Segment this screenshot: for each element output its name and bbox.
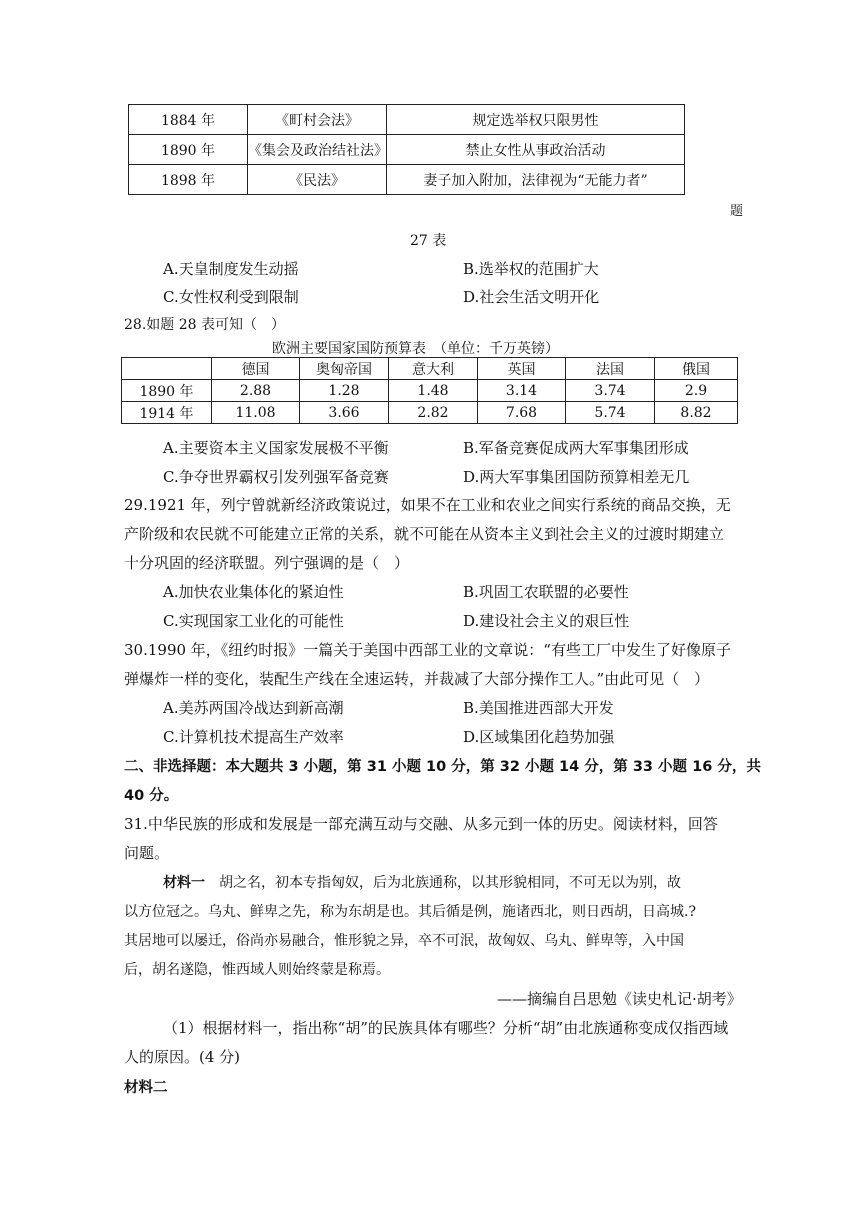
table-header-row bbox=[122, 358, 738, 380]
table-header-cell: 德国 bbox=[212, 358, 300, 380]
material-2-label: 材料二 bbox=[124, 1080, 168, 1096]
material-1-line-4: 后，胡名遂隐，惟西域人则始终蒙是称焉。 bbox=[124, 962, 390, 978]
table-27-caption: 27 表 bbox=[410, 233, 447, 249]
table-cell: 2.88 bbox=[212, 380, 300, 402]
table-cell: 3.74 bbox=[566, 380, 655, 402]
q27-option-a: A.天皇制度发生动摇 bbox=[163, 260, 299, 278]
q27-option-c: C.女性权利受到限制 bbox=[163, 288, 299, 306]
table-cell: 1898 年 bbox=[129, 165, 248, 195]
table-cell: 《民法》 bbox=[248, 165, 387, 195]
table-27-caption-right: 题 bbox=[730, 204, 744, 219]
table-header-cell bbox=[122, 358, 212, 380]
table-cell: 1.28 bbox=[300, 380, 389, 402]
table-cell: 1890 年 bbox=[129, 135, 248, 165]
table-28 bbox=[121, 357, 738, 424]
table-header-cell: 奥匈帝国 bbox=[300, 358, 389, 380]
table-cell: 规定选举权只限男性 bbox=[387, 105, 685, 135]
table-row bbox=[129, 105, 685, 135]
table-cell: 8.82 bbox=[655, 402, 738, 424]
material-1-line-2: 以方位冠之。乌丸、鲜卑之先，称为东胡是也。其后循是例，施诸西北，则日西胡，日高城.? bbox=[124, 904, 696, 920]
q29-option-b: B.巩固工农联盟的必要性 bbox=[463, 583, 629, 601]
table-header-cell: 意大利 bbox=[389, 358, 478, 380]
q31-sub1-line-2: 人的原因。(4 分) bbox=[124, 1048, 241, 1066]
table-cell: 《町村会法》 bbox=[248, 105, 387, 135]
table-row bbox=[122, 402, 738, 424]
table-header-cell: 英国 bbox=[478, 358, 566, 380]
q31-sub1-line-1: （1）根据材料一，指出称“胡”的民族具体有哪些？分析“胡”由北族通称变成仅指西域 bbox=[163, 1019, 729, 1037]
material-1-line-1 bbox=[163, 872, 681, 892]
section-2-heading-line-1: 二、非选择题：本大题共 3 小题，第 31 小题 10 分，第 32 小题 14 分，第 33 小题 16 分，共 bbox=[124, 759, 761, 775]
table-header-cell: 法国 bbox=[566, 358, 655, 380]
table-cell: 1884 年 bbox=[129, 105, 248, 135]
q28-option-c: C.争夺世界霸权引发列强军备竞赛 bbox=[163, 468, 389, 486]
q30-option-b: B.美国推进西部大开发 bbox=[463, 699, 614, 717]
q28-option-d: D.两大军事集团国防预算相差无几 bbox=[463, 468, 690, 486]
q29-option-a: A.加快农业集体化的紧迫性 bbox=[163, 583, 344, 601]
table-cell: 1890 年 bbox=[122, 380, 212, 402]
q31-line-1: 31.中华民族的形成和发展是一部充满互动与交融、从多元到一体的历史。阅读材料，回答 bbox=[124, 815, 718, 833]
table-cell: 3.66 bbox=[300, 402, 389, 424]
q29-option-d: D.建设社会主义的艰巨性 bbox=[463, 612, 630, 630]
section-2-heading-line-2: 40 分。 bbox=[124, 788, 179, 804]
table-row bbox=[122, 380, 738, 402]
table-cell: 妻子加入附加，法律视为“无能力者” bbox=[387, 165, 685, 195]
table-cell: 7.68 bbox=[478, 402, 566, 424]
q29-line-2: 产阶级和农民就不可能建立正常的关系，就不可能在从资本主义到社会主义的过渡时期建立 bbox=[124, 525, 725, 543]
q29-line-1: 29.1921 年，列宁曾就新经济政策说过，如果不在工业和农业之间实行系统的商品交换，无 bbox=[124, 496, 731, 514]
q30-line-2: 弹爆炸一样的变化，装配生产线在全速运转，并裁减了大部分操作工人。”由此可见（ ） bbox=[124, 670, 710, 688]
table-cell: 1.48 bbox=[389, 380, 478, 402]
q28-option-a: A.主要资本主义国家发展极不平衡 bbox=[163, 439, 389, 457]
material-1-text: 胡之名，初本专指匈奴，后为北族通称，以其形貌相同，不可无以为别，故 bbox=[219, 875, 681, 891]
table-cell: 11.08 bbox=[212, 402, 300, 424]
table-cell: 2.82 bbox=[389, 402, 478, 424]
q30-option-a: A.美苏两国冷战达到新高潮 bbox=[163, 699, 344, 717]
q29-option-c: C.实现国家工业化的可能性 bbox=[163, 612, 344, 630]
q28-stem: 28.如题 28 表可知（ ） bbox=[124, 317, 285, 333]
q30-option-d: D.区域集团化趋势加强 bbox=[463, 728, 615, 746]
q29-line-3: 十分巩固的经济联盟。列宁强调的是（ ） bbox=[124, 554, 410, 572]
table-row bbox=[129, 165, 685, 195]
table-27 bbox=[128, 104, 685, 195]
table-cell: 禁止女性从事政治活动 bbox=[387, 135, 685, 165]
table-cell: 《集会及政治结社法》 bbox=[248, 135, 387, 165]
q30-option-c: C.计算机技术提高生产效率 bbox=[163, 728, 344, 746]
table-cell: 2.9 bbox=[655, 380, 738, 402]
table-cell: 1914 年 bbox=[122, 402, 212, 424]
material-1-label: 材料一 bbox=[163, 875, 205, 891]
table-header-cell: 俄国 bbox=[655, 358, 738, 380]
q27-option-b: B.选举权的范围扩大 bbox=[463, 260, 599, 278]
material-1-source: ——摘编自吕思勉《读史札记·胡考》 bbox=[497, 990, 742, 1008]
q28-table-title: 欧洲主要国家国防预算表 （单位：千万英镑） bbox=[272, 341, 559, 357]
q27-option-d: D.社会生活文明开化 bbox=[463, 288, 600, 306]
table-row bbox=[129, 135, 685, 165]
table-cell: 3.14 bbox=[478, 380, 566, 402]
q28-option-b: B.军备竞赛促成两大军事集团形成 bbox=[463, 439, 689, 457]
q31-line-2: 问题。 bbox=[124, 844, 170, 862]
material-1-line-3: 其居地可以屡迁，俗尚亦易融合，惟形貌之异，卒不可泯，故匈奴、乌丸、鲜卑等，入中国 bbox=[124, 933, 684, 949]
q30-line-1: 30.1990 年，《纽约时报》一篇关于美国中西部工业的文章说：“有些工厂中发生了好像原子 bbox=[124, 641, 731, 659]
table-cell: 5.74 bbox=[566, 402, 655, 424]
